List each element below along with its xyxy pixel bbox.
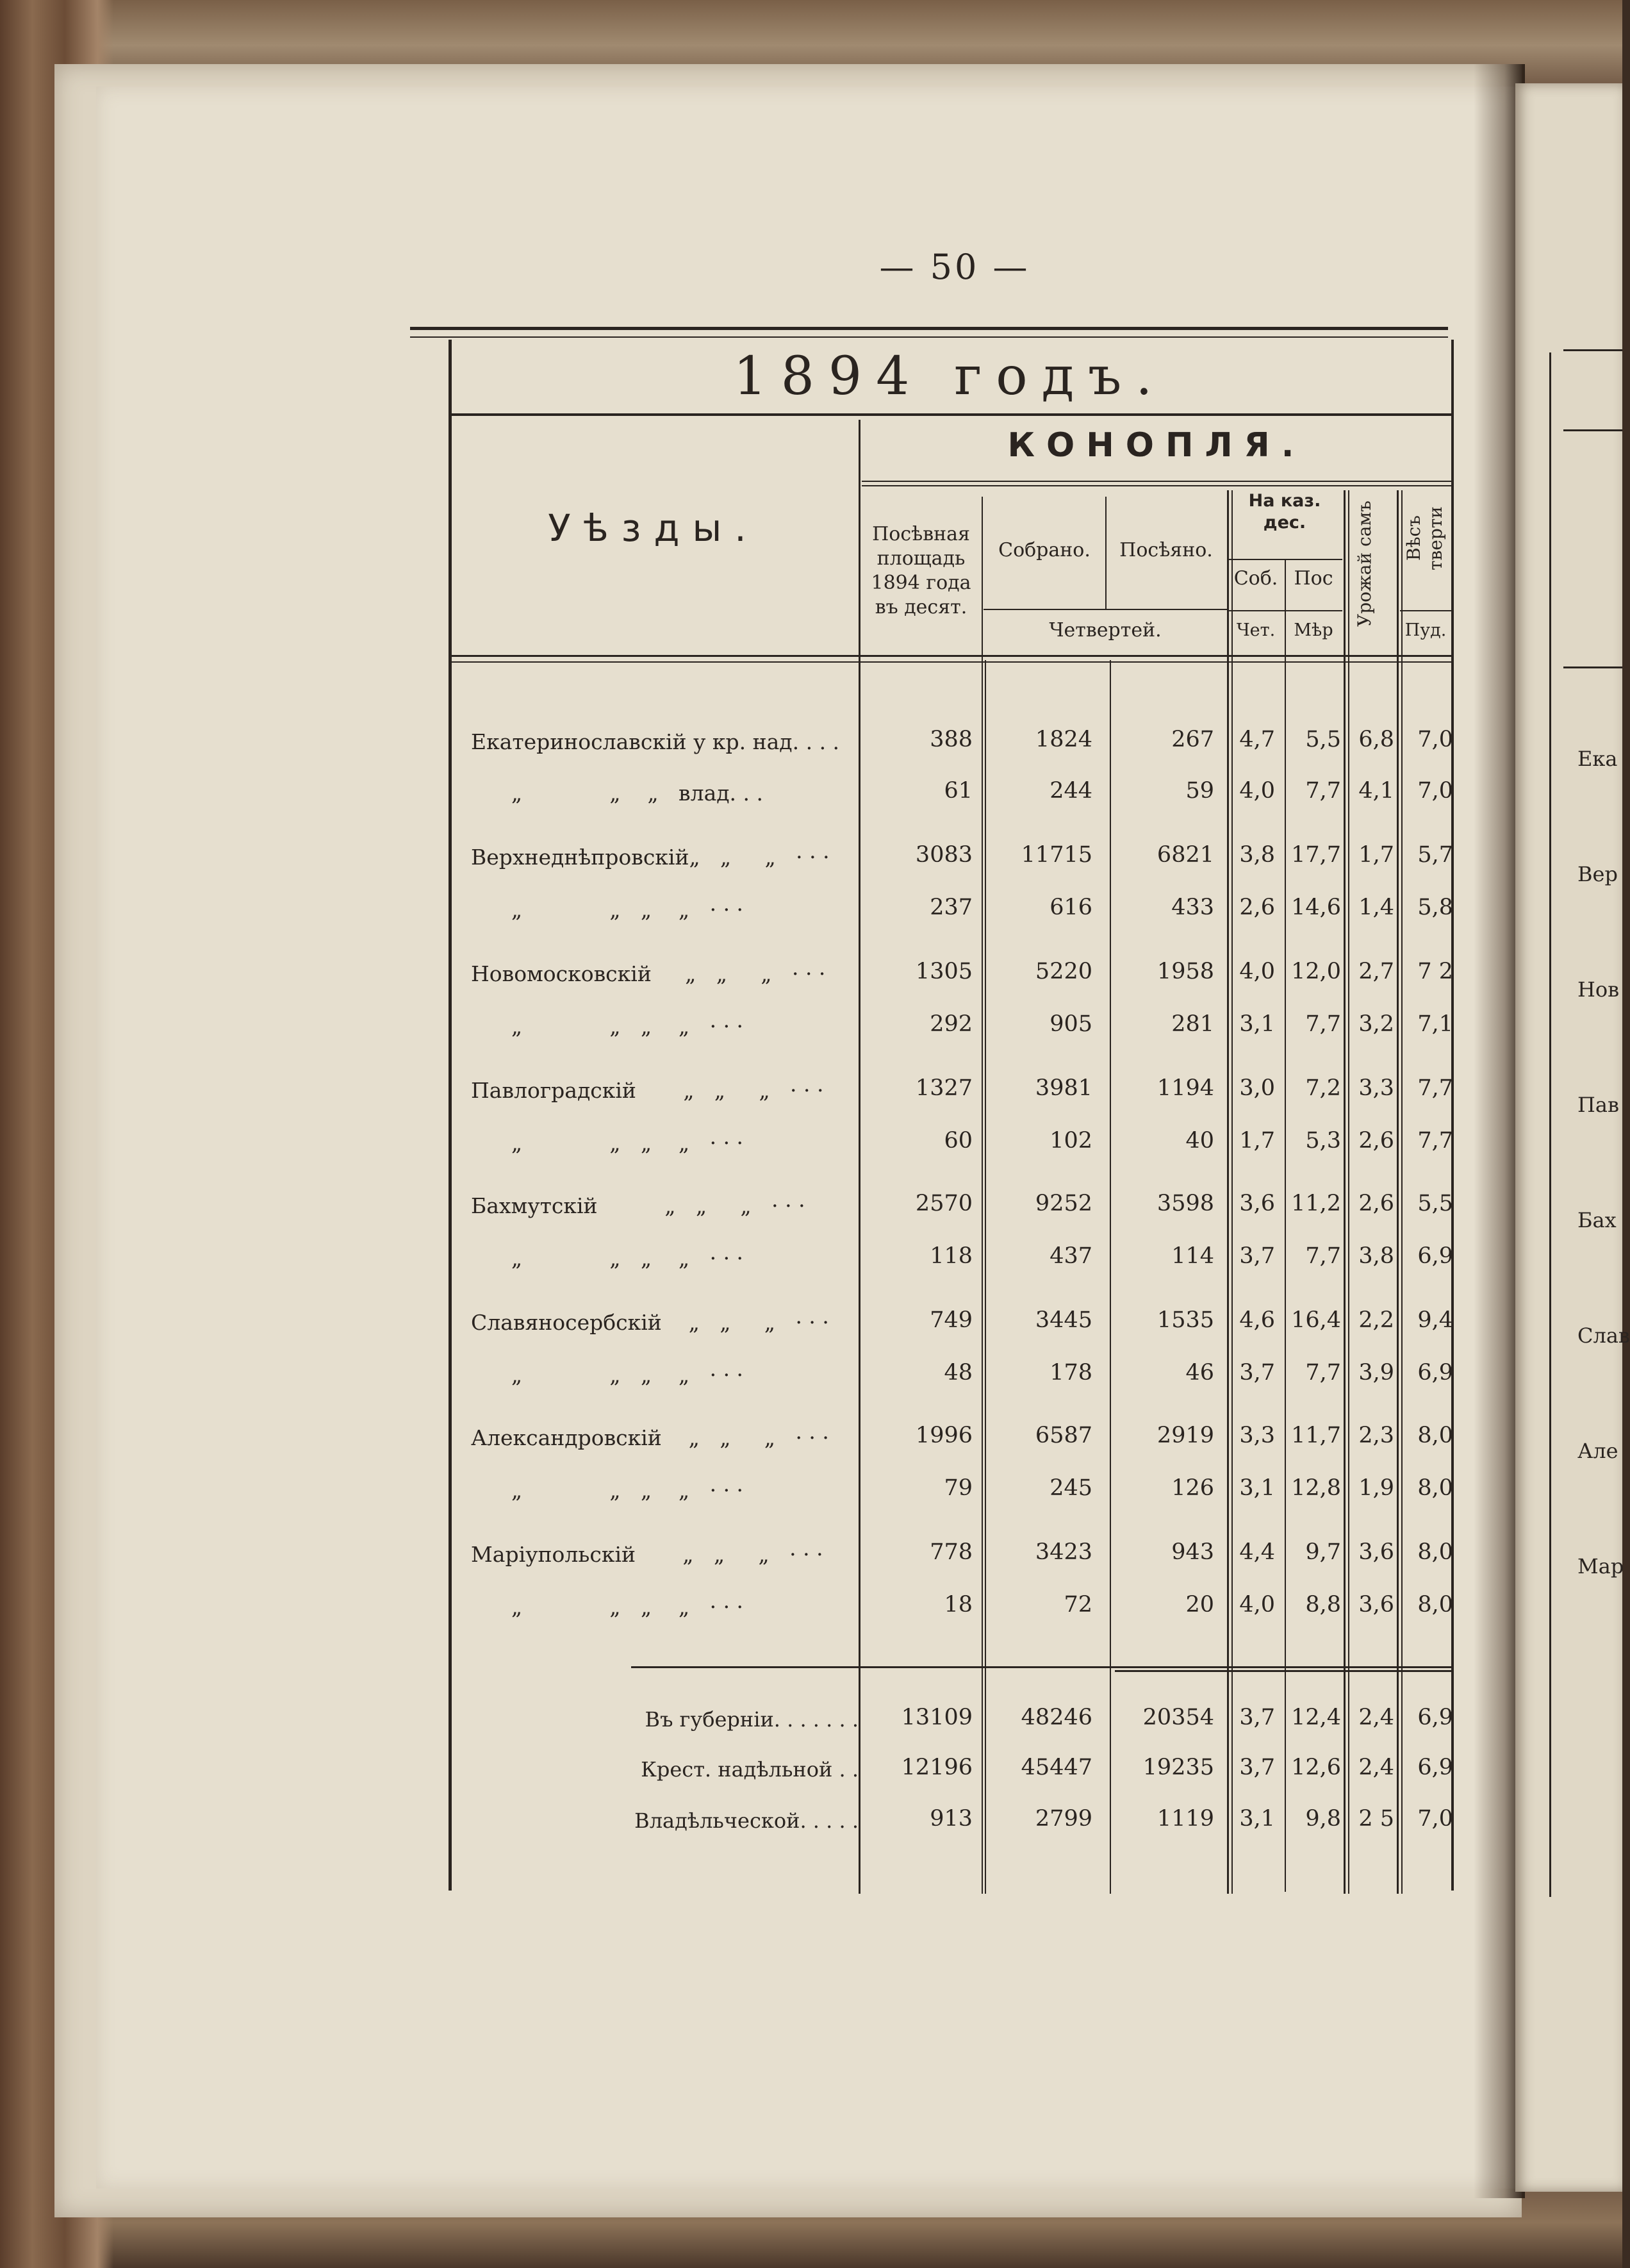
cell-collected: 3423 — [1035, 1539, 1092, 1565]
table-frame-right — [1451, 340, 1454, 1891]
cell-area: 118 — [930, 1243, 973, 1269]
right-page — [1515, 83, 1622, 2192]
row-name: „ „ „ „ · · · — [471, 1246, 744, 1271]
col-line-sob — [1285, 559, 1286, 1892]
cell-sob: 3,7 — [1239, 1705, 1275, 1730]
cell-weight: 7,0 — [1417, 778, 1453, 804]
cell-weight: 8,0 — [1417, 1539, 1453, 1565]
cell-weight: 8,0 — [1417, 1475, 1453, 1501]
cell-yield: 3,2 — [1358, 1011, 1394, 1037]
group-rule-2 — [862, 485, 1451, 486]
cell-area: 913 — [930, 1806, 973, 1832]
unit-mer: Мѣр — [1294, 620, 1333, 640]
cell-pos: 9,8 — [1305, 1806, 1341, 1832]
page-number: — 50 — — [879, 247, 1030, 287]
cell-collected: 45447 — [1021, 1755, 1092, 1780]
cell-weight: 7 2 — [1417, 959, 1453, 984]
total-row-name: Крест. надѣльной . . — [641, 1757, 859, 1782]
column-header-weight: Вѣсъ тверти — [1403, 506, 1446, 570]
table-frame-left — [449, 340, 452, 1891]
cell-sown: 1958 — [1157, 959, 1214, 984]
cell-weight: 6,9 — [1417, 1243, 1453, 1269]
cell-sob: 4,6 — [1239, 1307, 1275, 1333]
cell-weight: 5,8 — [1417, 895, 1453, 920]
cell-area: 237 — [930, 895, 973, 920]
cell-yield: 1,4 — [1358, 895, 1394, 920]
cell-sown: 20 — [1185, 1592, 1214, 1618]
cell-yield: 3,3 — [1358, 1075, 1394, 1101]
cell-pos: 7,7 — [1305, 1011, 1341, 1037]
row-name: Верхнеднѣпровскій„ „ „ · · · — [471, 845, 830, 870]
row-name: „ „ „ влад. . . — [471, 781, 764, 806]
cell-sown: 1535 — [1157, 1307, 1214, 1333]
cell-sob: 3,7 — [1239, 1360, 1275, 1386]
right-page-header-bottom — [1563, 666, 1622, 668]
cell-pos: 7,7 — [1305, 1243, 1341, 1269]
cell-collected: 5220 — [1035, 959, 1092, 984]
title-rule — [452, 413, 1451, 416]
totals-rule — [631, 1666, 1451, 1668]
top-rule — [410, 327, 1448, 330]
cell-area: 48 — [944, 1360, 973, 1386]
cell-yield: 2,4 — [1358, 1755, 1394, 1780]
column-header-collected: Собрано. — [998, 539, 1091, 561]
cell-yield: 2,7 — [1358, 959, 1394, 984]
cell-area: 12196 — [901, 1755, 973, 1780]
cell-sown: 943 — [1171, 1539, 1214, 1565]
cell-collected: 3445 — [1035, 1307, 1092, 1333]
cell-yield: 2,6 — [1358, 1128, 1394, 1154]
cell-pos: 11,7 — [1291, 1423, 1341, 1448]
header-bottom-rule — [452, 655, 1451, 657]
cell-sob: 3,1 — [1239, 1806, 1275, 1832]
cell-sob: 4,0 — [1239, 778, 1275, 804]
cell-area: 61 — [944, 778, 973, 804]
cell-collected: 6587 — [1035, 1423, 1092, 1448]
cell-sown: 1194 — [1157, 1075, 1214, 1101]
right-page-stub: Мар — [1577, 1554, 1624, 1578]
cell-sob: 3,6 — [1239, 1191, 1275, 1216]
cell-sown: 267 — [1171, 727, 1214, 752]
cell-sown: 59 — [1185, 778, 1214, 804]
cell-pos: 14,6 — [1291, 895, 1341, 920]
right-page-stub: Слав — [1577, 1323, 1630, 1348]
right-page-stub: Ека — [1577, 747, 1618, 771]
cell-collected: 1824 — [1035, 727, 1092, 752]
unit-chet: Чет. — [1236, 620, 1276, 640]
column-header-per-des: На каз. дес. — [1248, 491, 1321, 533]
cell-collected: 9252 — [1035, 1191, 1092, 1216]
row-name: Славяносербскій „ „ „ · · · — [471, 1310, 829, 1335]
cell-sown: 40 — [1185, 1128, 1214, 1154]
cell-collected: 3981 — [1035, 1075, 1092, 1101]
cell-area: 1327 — [915, 1075, 973, 1101]
group-rule — [862, 481, 1451, 482]
cell-collected: 48246 — [1021, 1705, 1092, 1730]
unit-quarters: Четвертей. — [1049, 619, 1162, 641]
cell-yield: 2,6 — [1358, 1191, 1394, 1216]
cell-collected: 102 — [1050, 1128, 1092, 1154]
cell-pos: 8,8 — [1305, 1592, 1341, 1618]
cell-collected: 437 — [1050, 1243, 1092, 1269]
cell-sown: 20354 — [1142, 1705, 1214, 1730]
cell-yield: 2,4 — [1358, 1705, 1394, 1730]
cell-sown: 46 — [1185, 1360, 1214, 1386]
cell-weight: 5,7 — [1417, 842, 1453, 868]
right-page-header-rule — [1563, 429, 1622, 431]
cell-collected: 72 — [1064, 1592, 1092, 1618]
cell-collected: 905 — [1050, 1011, 1092, 1037]
cell-area: 1305 — [915, 959, 973, 984]
cell-yield: 3,6 — [1358, 1539, 1394, 1565]
cell-pos: 5,5 — [1305, 727, 1341, 752]
cell-yield: 2,3 — [1358, 1423, 1394, 1448]
cell-weight: 8,0 — [1417, 1592, 1453, 1618]
col-line-names — [859, 420, 860, 1894]
cell-pos: 12,6 — [1291, 1755, 1341, 1780]
cell-pos: 12,8 — [1291, 1475, 1341, 1501]
cell-area: 18 — [944, 1592, 973, 1618]
cell-sob: 3,0 — [1239, 1075, 1275, 1101]
row-name: Екатеринославскій у кр. над. . . . — [471, 729, 840, 754]
totals-rule-2 — [1115, 1670, 1451, 1672]
column-header-uezdy: Уѣзды. — [548, 506, 759, 550]
cell-pos: 12,4 — [1291, 1705, 1341, 1730]
cell-sown: 126 — [1171, 1475, 1214, 1501]
cell-area: 3083 — [915, 842, 973, 868]
cell-weight: 7,7 — [1417, 1128, 1453, 1154]
cell-sown: 433 — [1171, 895, 1214, 920]
column-header-pos: Пос — [1294, 567, 1333, 590]
cell-yield: 1,7 — [1358, 842, 1394, 868]
cell-pos: 7,7 — [1305, 778, 1341, 804]
cell-sob: 3,7 — [1239, 1755, 1275, 1780]
column-header-yield: Урожай самъ — [1354, 501, 1375, 627]
cell-sob: 1,7 — [1239, 1128, 1275, 1154]
cell-weight: 7,0 — [1417, 727, 1453, 752]
cell-pos: 7,7 — [1305, 1360, 1341, 1386]
group-header-konoplya: КОНОПЛЯ. — [1007, 426, 1306, 465]
cell-yield: 2,2 — [1358, 1307, 1394, 1333]
row-name: „ „ „ „ · · · — [471, 897, 744, 922]
cell-collected: 244 — [1050, 778, 1092, 804]
cell-weight: 9,4 — [1417, 1307, 1453, 1333]
cell-yield: 3,9 — [1358, 1360, 1394, 1386]
cell-sob: 2,6 — [1239, 895, 1275, 920]
cell-weight: 7,0 — [1417, 1806, 1453, 1832]
year-title: 1894 годъ. — [733, 346, 1167, 407]
column-header-sob: Соб. — [1233, 567, 1278, 590]
cell-sown: 281 — [1171, 1011, 1214, 1037]
unit-pud: Пуд. — [1404, 620, 1447, 640]
cell-collected: 616 — [1050, 895, 1092, 920]
row-name: „ „ „ „ · · · — [471, 1014, 744, 1039]
cell-pos: 11,2 — [1291, 1191, 1341, 1216]
total-row-name: Въ губерніи. . . . . . . — [645, 1707, 859, 1732]
cell-area: 13109 — [901, 1705, 973, 1730]
cell-yield: 3,8 — [1358, 1243, 1394, 1269]
row-name: „ „ „ „ · · · — [471, 1478, 744, 1503]
row-name: „ „ „ „ · · · — [471, 1362, 744, 1387]
cell-weight: 7,1 — [1417, 1011, 1453, 1037]
row-name: Александровскій „ „ „ · · · — [471, 1425, 829, 1450]
row-name: Маріупольскій „ „ „ · · · — [471, 1542, 823, 1567]
cell-pos: 16,4 — [1291, 1307, 1341, 1333]
right-page-stub: Пав — [1577, 1093, 1619, 1117]
cell-yield: 2 5 — [1358, 1806, 1394, 1832]
cell-sown: 2919 — [1157, 1423, 1214, 1448]
cell-weight: 7,7 — [1417, 1075, 1453, 1101]
right-page-top-rule — [1563, 349, 1622, 351]
row-name: Бахмутскій „ „ „ · · · — [471, 1193, 805, 1218]
cell-collected: 178 — [1050, 1360, 1092, 1386]
cell-area: 79 — [944, 1475, 973, 1501]
cell-pos: 5,3 — [1305, 1128, 1341, 1154]
cell-sob: 4,0 — [1239, 1592, 1275, 1618]
cell-area: 2570 — [915, 1191, 973, 1216]
cell-collected: 11715 — [1021, 842, 1092, 868]
units-rule — [984, 609, 1227, 610]
cell-area: 778 — [930, 1539, 973, 1565]
cell-sown: 3598 — [1157, 1191, 1214, 1216]
col-line-collected — [1105, 497, 1107, 609]
cell-sown: 114 — [1171, 1243, 1214, 1269]
right-page-stub: Вер — [1577, 862, 1618, 886]
row-name: „ „ „ „ · · · — [471, 1130, 744, 1155]
cell-weight: 5,5 — [1417, 1191, 1453, 1216]
cell-sob: 3,1 — [1239, 1011, 1275, 1037]
cell-sown: 19235 — [1142, 1755, 1214, 1780]
cell-collected: 2799 — [1035, 1806, 1092, 1832]
cell-pos: 12,0 — [1291, 959, 1341, 984]
row-name: „ „ „ „ · · · — [471, 1594, 744, 1619]
cell-area: 292 — [930, 1011, 973, 1037]
right-page-stub: Але — [1577, 1439, 1618, 1463]
cell-collected: 245 — [1050, 1475, 1092, 1501]
column-header-sown: Посѣяно. — [1119, 539, 1213, 561]
cell-area: 1996 — [915, 1423, 973, 1448]
cell-area: 388 — [930, 727, 973, 752]
right-page-stub: Бах — [1577, 1208, 1617, 1232]
cell-sob: 3,8 — [1239, 842, 1275, 868]
cell-weight: 6,9 — [1417, 1755, 1453, 1780]
column-header-area: Посѣвная площадь 1894 года въ десят. — [871, 523, 971, 618]
cell-weight: 6,9 — [1417, 1360, 1453, 1386]
cell-pos: 17,7 — [1291, 842, 1341, 868]
cell-area: 60 — [944, 1128, 973, 1154]
cell-weight: 8,0 — [1417, 1423, 1453, 1448]
cell-yield: 6,8 — [1358, 727, 1394, 752]
header-bottom-rule-2 — [452, 661, 1451, 663]
cell-sob: 3,1 — [1239, 1475, 1275, 1501]
cell-pos: 7,2 — [1305, 1075, 1341, 1101]
cell-yield: 3,6 — [1358, 1592, 1394, 1618]
cell-sown: 6821 — [1157, 842, 1214, 868]
cell-sob: 3,7 — [1239, 1243, 1275, 1269]
cell-pos: 9,7 — [1305, 1539, 1341, 1565]
cell-sob: 4,7 — [1239, 727, 1275, 752]
right-page-frame — [1549, 352, 1551, 1897]
cell-sob: 3,3 — [1239, 1423, 1275, 1448]
cell-yield: 1,9 — [1358, 1475, 1394, 1501]
right-page-stub: Нов — [1577, 977, 1620, 1002]
total-row-name: Владѣльческой. . . . . — [634, 1809, 859, 1833]
cell-area: 749 — [930, 1307, 973, 1333]
top-rule-thin — [410, 336, 1448, 338]
cell-weight: 6,9 — [1417, 1705, 1453, 1730]
cell-sown: 1119 — [1157, 1806, 1214, 1832]
row-name: Новомосковскій „ „ „ · · · — [471, 961, 826, 986]
units-rule-3 — [1400, 610, 1451, 611]
cell-yield: 4,1 — [1358, 778, 1394, 804]
cell-sob: 4,4 — [1239, 1539, 1275, 1565]
row-name: Павлоградскій „ „ „ · · · — [471, 1078, 824, 1103]
cell-sob: 4,0 — [1239, 959, 1275, 984]
